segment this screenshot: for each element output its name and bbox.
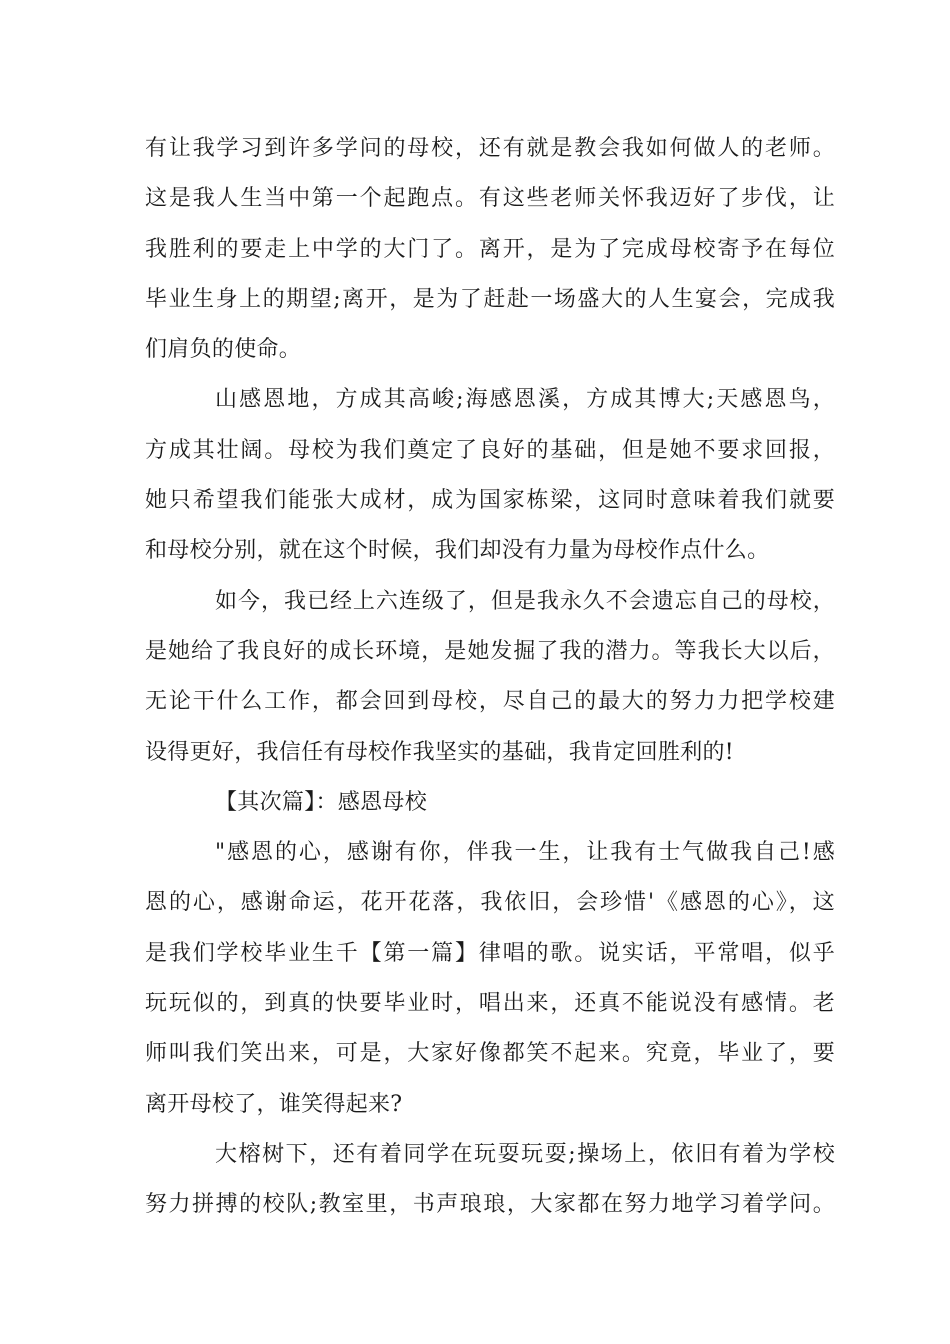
document-body	[145, 124, 835, 1231]
text-line: 恩的心，感谢命运，花开花落，我依旧，会珍惜'《感恩的心》，这	[145, 890, 835, 916]
text-line: 努力拼搏的校队;教室里，书声琅琅，大家都在努力地学习着学问。	[145, 1192, 835, 1218]
text-line: 设得更好，我信任有母校作我坚实的基础，我肯定回胜利的!	[145, 739, 734, 765]
text-line: 如今，我已经上六连级了，但是我永久不会遗忘自己的母校，	[215, 588, 835, 614]
text-line: 山感恩地，方成其高峻;海感恩溪，方成其博大;天感恩鸟，	[215, 387, 835, 413]
text-line: 有让我学习到许多学问的母校，还有就是教会我如何做人的老师。	[145, 136, 835, 161]
text-line: 无论干什么工作，都会回到母校，尽自己的最大的努力力把学校建	[145, 689, 835, 715]
text-line: 大榕树下，还有着同学在玩耍玩耍;操场上，依旧有着为学校	[215, 1141, 835, 1167]
text-line: 她只希望我们能张大成材，成为国家栋梁，这同时意味着我们就要	[145, 488, 835, 514]
text-line: 是我们学校毕业生千【第一篇】律唱的歌。说实话，平常唱，似乎	[145, 940, 835, 966]
text-line: 这是我人生当中第一个起跑点。有这些老师关怀我迈好了步伐，让	[145, 186, 835, 212]
text-line: 方成其壮阔。母校为我们奠定了良好的基础，但是她不要求回报，	[145, 437, 835, 463]
section-heading: 【其次篇】：感恩母校	[215, 789, 428, 815]
text-line: 和母校分别，就在这个时候，我们却没有力量为母校作点什么。	[145, 538, 770, 564]
text-line: 们肩负的使命。	[145, 337, 302, 363]
text-line: "感恩的心，感谢有你，伴我一生，让我有士气做我自己!感	[215, 840, 835, 866]
text-line: 离开母校了，谁笑得起来?	[145, 1091, 403, 1117]
text-line: 是她给了我良好的成长环境，是她发掘了我的潜力。等我长大以后，	[145, 638, 835, 664]
text-line: 师叫我们笑出来，可是，大家好像都笑不起来。究竟，毕业了，要	[145, 1041, 835, 1067]
text-line: 我胜利的要走上中学的大门了。离开，是为了完成母校寄予在每位	[145, 236, 835, 262]
text-line: 玩玩似的，到真的快要毕业时，唱出来，还真不能说没有感情。老	[145, 991, 835, 1017]
text-line: 毕业生身上的期望;离开，是为了赶赴一场盛大的人生宴会，完成我	[145, 286, 835, 312]
